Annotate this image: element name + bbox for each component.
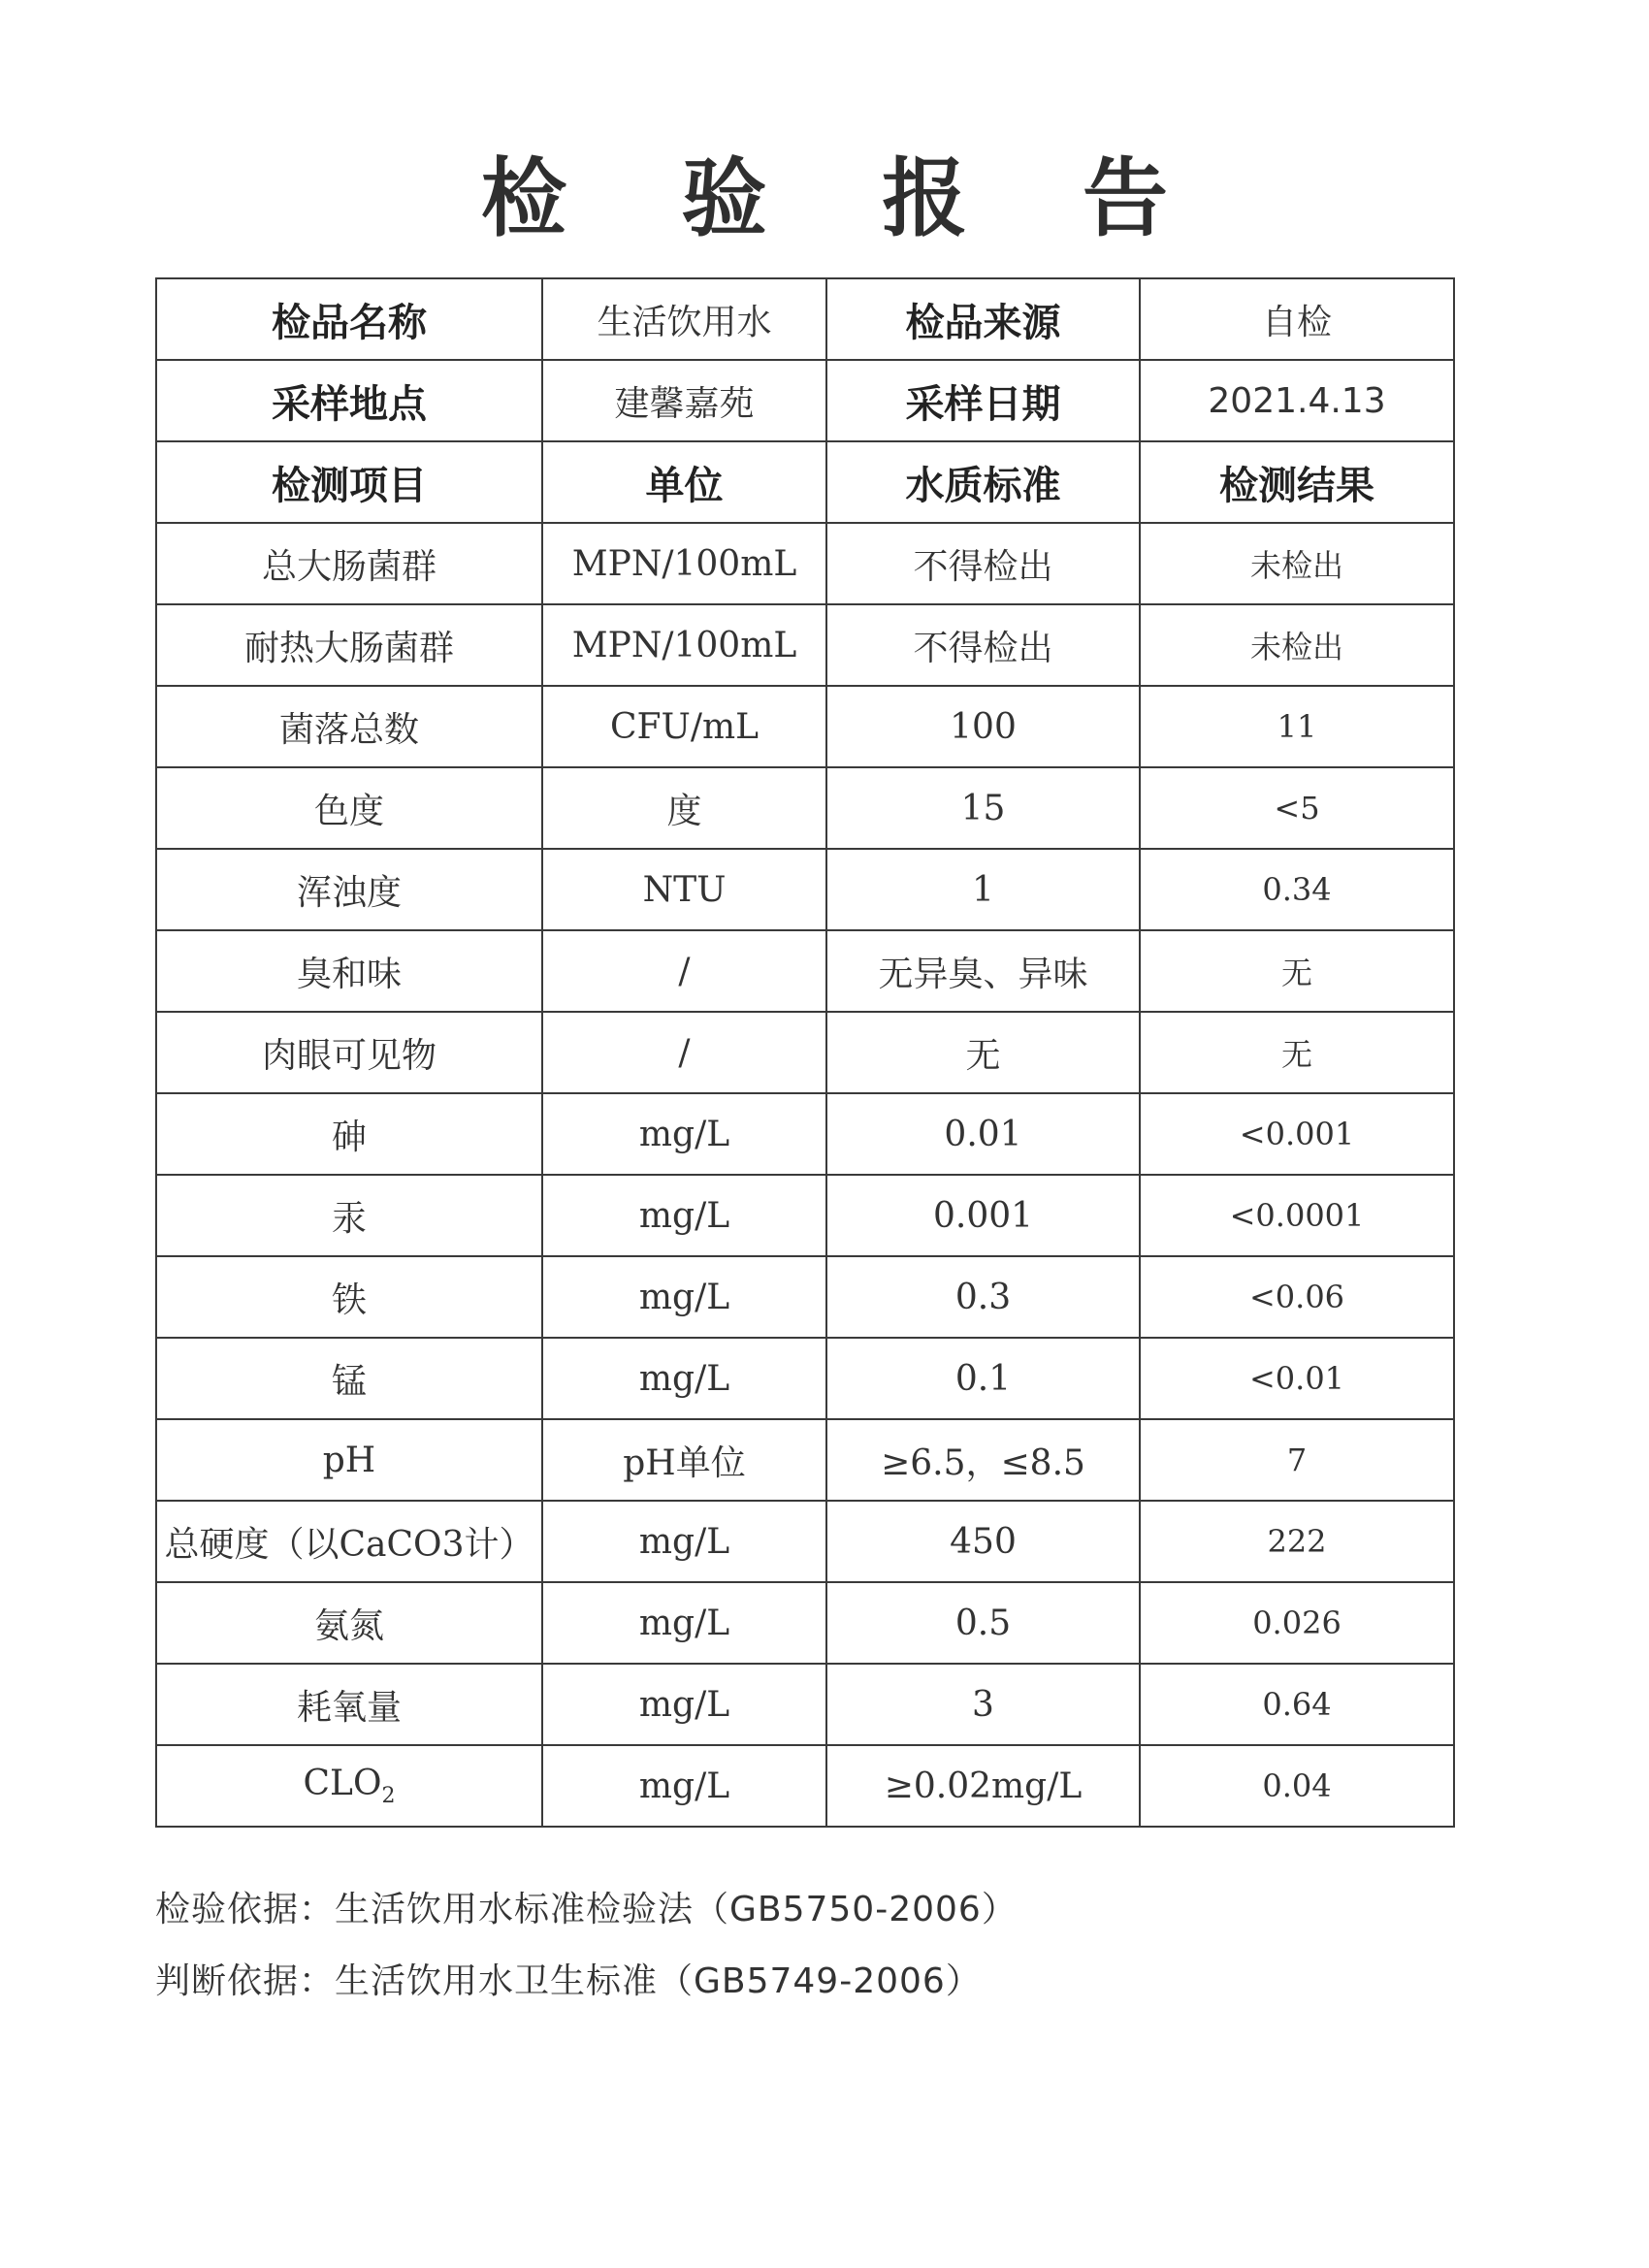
table-row (156, 523, 1454, 604)
unit-cell: mg/L (542, 1256, 826, 1338)
unit-cell: mg/L (542, 1338, 826, 1419)
result-cell: 无 (1140, 930, 1454, 1012)
column-header-standard: 水质标准 (826, 441, 1140, 523)
item-cell: 臭和味 (156, 930, 542, 1012)
result-cell: <5 (1140, 767, 1454, 849)
item-cell: 总大肠菌群 (156, 523, 542, 604)
sample-source-label: 检品来源 (826, 278, 1140, 360)
column-header-item: 检测项目 (156, 441, 542, 523)
table-row (156, 930, 1454, 1012)
sample-source-value: 自检 (1140, 278, 1454, 360)
standard-cell: 0.001 (826, 1175, 1140, 1256)
standard-cell: 不得检出 (826, 604, 1140, 686)
item-cell: pH (156, 1419, 542, 1501)
table-row (156, 1175, 1454, 1256)
info-row-location (156, 360, 1454, 441)
unit-cell: / (542, 930, 826, 1012)
column-header-unit: 单位 (542, 441, 826, 523)
unit-cell: CFU/mL (542, 686, 826, 767)
item-cell: 汞 (156, 1175, 542, 1256)
result-cell: 7 (1140, 1419, 1454, 1501)
standard-cell: 不得检出 (826, 523, 1140, 604)
inspection-basis: 检验依据：生活饮用水标准检验法（GB5750-2006） (155, 1890, 1018, 1929)
sample-name-value: 生活饮用水 (542, 278, 826, 360)
item-cell: 浑浊度 (156, 849, 542, 930)
item-cell: 砷 (156, 1093, 542, 1175)
table-row (156, 1256, 1454, 1338)
standard-cell: 450 (826, 1501, 1140, 1582)
date-value: 2021.4.13 (1140, 360, 1454, 441)
result-cell: <0.06 (1140, 1256, 1454, 1338)
judgment-basis: 判断依据：生活饮用水卫生标准（GB5749-2006） (155, 1961, 982, 2001)
result-cell: 0.026 (1140, 1582, 1454, 1664)
unit-cell: mg/L (542, 1093, 826, 1175)
column-header-result: 检测结果 (1140, 441, 1454, 523)
unit-cell: MPN/100mL (542, 523, 826, 604)
report-title: 检 验 报 告 (481, 148, 1211, 248)
unit-cell: mg/L (542, 1582, 826, 1664)
unit-cell: mg/L (542, 1664, 826, 1745)
item-cell: 氨氮 (156, 1582, 542, 1664)
sample-name-label: 检品名称 (156, 278, 542, 360)
standard-cell: 0.5 (826, 1582, 1140, 1664)
result-cell: 0.04 (1140, 1745, 1454, 1827)
standard-cell: ≥6.5，≤8.5 (826, 1419, 1140, 1501)
result-cell: 11 (1140, 686, 1454, 767)
column-header-row (156, 441, 1454, 523)
result-cell: 未检出 (1140, 604, 1454, 686)
info-row-sample (156, 278, 1454, 360)
table-row (156, 1501, 1454, 1582)
unit-cell: mg/L (542, 1501, 826, 1582)
standard-cell: 15 (826, 767, 1140, 849)
unit-cell: NTU (542, 849, 826, 930)
table-row (156, 1745, 1454, 1827)
table-row (156, 1664, 1454, 1745)
result-cell: <0.001 (1140, 1093, 1454, 1175)
result-cell: <0.01 (1140, 1338, 1454, 1419)
table-row (156, 849, 1454, 930)
unit-cell: / (542, 1012, 826, 1093)
standard-cell: 100 (826, 686, 1140, 767)
item-subscript: 2 (381, 1784, 396, 1809)
standard-cell: 无 (826, 1012, 1140, 1093)
item-cell: 肉眼可见物 (156, 1012, 542, 1093)
standard-cell: 1 (826, 849, 1140, 930)
table-row (156, 1582, 1454, 1664)
report-table (155, 277, 1455, 1828)
standard-cell: 无异臭、异味 (826, 930, 1140, 1012)
item-cell: 耗氧量 (156, 1664, 542, 1745)
item-main-text: CLO (303, 1763, 382, 1803)
table-row (156, 604, 1454, 686)
date-label: 采样日期 (826, 360, 1140, 441)
item-cell: 总硬度（以CaCO3计） (156, 1501, 542, 1582)
unit-cell: mg/L (542, 1745, 826, 1827)
table-row (156, 1093, 1454, 1175)
standard-cell: ≥0.02mg/L (826, 1745, 1140, 1827)
item-cell: 菌落总数 (156, 686, 542, 767)
standard-cell: 0.1 (826, 1338, 1140, 1419)
result-cell: 0.34 (1140, 849, 1454, 930)
table-row (156, 1419, 1454, 1501)
unit-cell: MPN/100mL (542, 604, 826, 686)
unit-cell: mg/L (542, 1175, 826, 1256)
item-cell: 铁 (156, 1256, 542, 1338)
result-cell: 无 (1140, 1012, 1454, 1093)
item-cell (156, 1745, 542, 1827)
item-cell: 锰 (156, 1338, 542, 1419)
location-value: 建馨嘉苑 (542, 360, 826, 441)
result-cell: <0.0001 (1140, 1175, 1454, 1256)
standard-cell: 0.3 (826, 1256, 1140, 1338)
result-cell: 未检出 (1140, 523, 1454, 604)
table-row (156, 686, 1454, 767)
table-row (156, 767, 1454, 849)
standard-cell: 0.01 (826, 1093, 1140, 1175)
item-cell: 色度 (156, 767, 542, 849)
unit-cell: pH单位 (542, 1419, 826, 1501)
result-cell: 0.64 (1140, 1664, 1454, 1745)
table-row (156, 1338, 1454, 1419)
standard-cell: 3 (826, 1664, 1140, 1745)
result-cell: 222 (1140, 1501, 1454, 1582)
location-label: 采样地点 (156, 360, 542, 441)
item-cell: 耐热大肠菌群 (156, 604, 542, 686)
unit-cell: 度 (542, 767, 826, 849)
table-row (156, 1012, 1454, 1093)
